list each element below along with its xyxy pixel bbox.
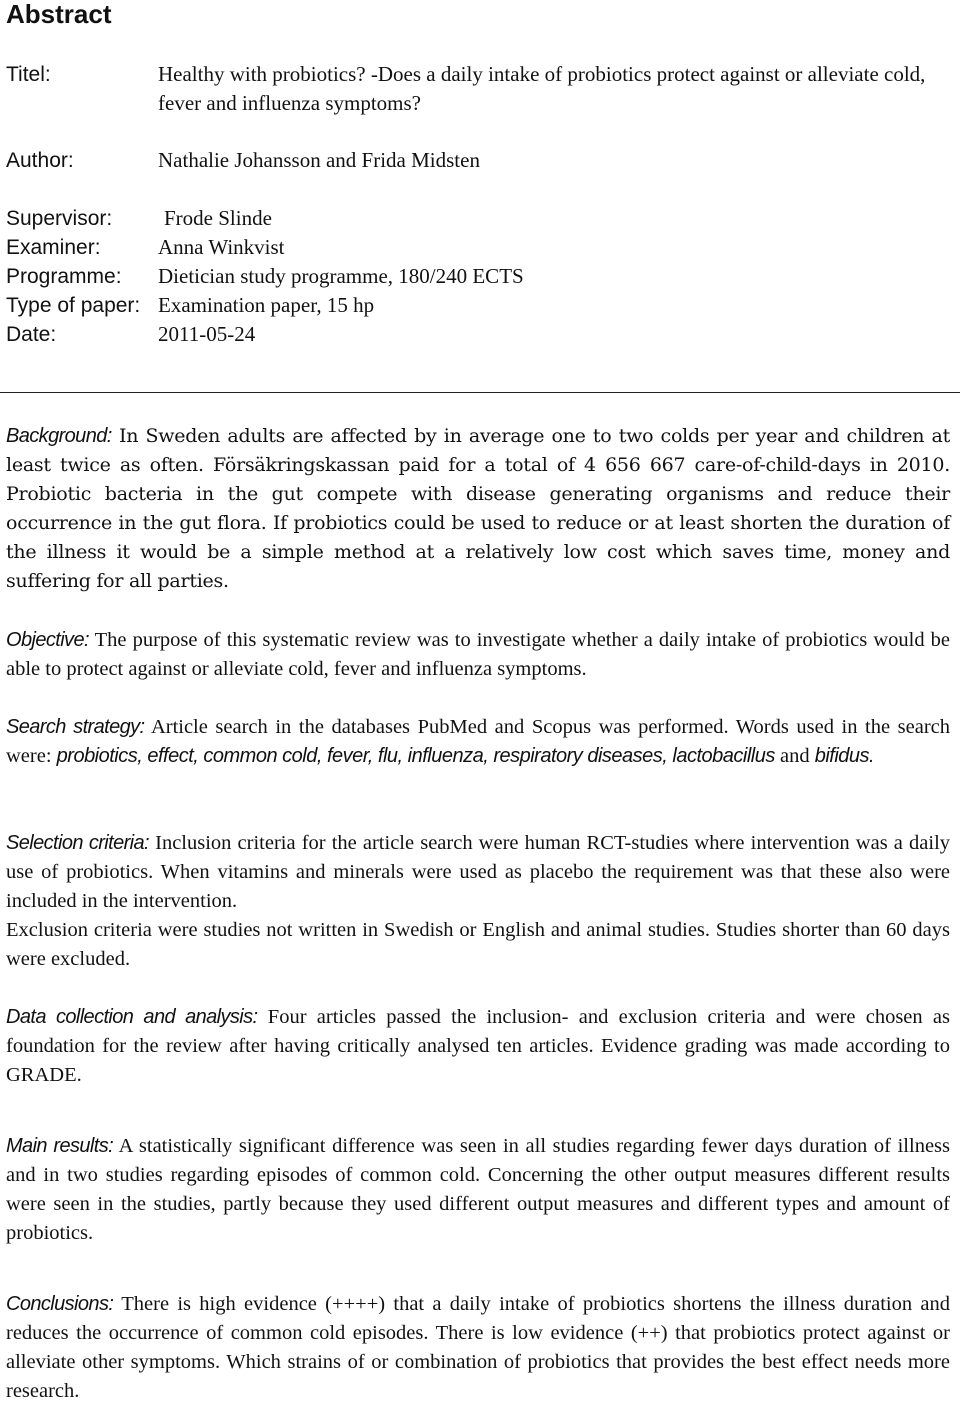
data-collection-text: Four articles passed the inclusion- and exclusion criteria and were chosen as foundation for the review after having critically analysed ten articles. Evidence grading was made according to GRADE. (6, 1006, 950, 1086)
background-text: In Sweden adults are affected by in average one to two colds per year and children at least twice as often. Försäkringskassan paid for a total of 4 656 667 care-of-child-days in 2010. Probiotic bacteria in the gut compete with disease generating organisms and reduce their occurrence in the gut flora. If probiotics could be used to reduce or at least shorten the duration of the illness it would be a simple method at a relatively low cost which saves time, money and suffering for all parties. (6, 425, 950, 592)
search-last-keyword: bifidus. (814, 745, 875, 767)
page-title: Abstract (6, 0, 112, 29)
supervisor-label: Supervisor: (6, 207, 113, 230)
supervisor-value: Frode Slinde (164, 206, 272, 230)
title-label: Titel: (6, 63, 51, 86)
inclusion-criteria-text: Inclusion criteria for the article search were human RCT-studies where intervention was a daily use of probiotics. When vitamins and minerals were used as placebo the requirement was that these also were included in the intervention. (6, 832, 951, 912)
main-results-heading: Main results: (6, 1135, 114, 1157)
main-results-text: A statistically significant difference was seen in all studies regarding fewer days duration of illness and in two studies regarding episodes of common cold. Concerning the other output measures different results were seen in the studies, partly because they used different output measures and different types and amount of probiotics. (6, 1135, 950, 1244)
section-divider (0, 392, 960, 393)
author-label: Author: (6, 149, 74, 172)
selection-criteria-section (6, 829, 950, 974)
objective-heading: Objective: (6, 629, 89, 651)
background-section (6, 422, 950, 596)
search-strategy-text: Article search in the databases PubMed and Scopus was performed. Words used in the search were: (6, 716, 951, 767)
exclusion-criteria-text: Exclusion criteria were studies not written in Swedish or English and animal studies. Studies shorter than 60 days were excluded. (6, 919, 950, 970)
examiner-label: Examiner: (6, 236, 101, 259)
programme-value: Dietician study programme, 180/240 ECTS (158, 264, 524, 288)
examiner-value: Anna Winkvist (158, 235, 285, 259)
search-keywords: probiotics, effect, common cold, fever, flu, influenza, respiratory diseases, lactobacillus (56, 745, 775, 767)
paper-type-label: Type of paper: (6, 294, 141, 317)
main-results-section (6, 1132, 950, 1248)
inclusion-criteria (6, 829, 950, 916)
data-collection-section (6, 1003, 950, 1090)
search-connector: and (779, 745, 810, 767)
author-value: Nathalie Johansson and Frida Midsten (158, 148, 480, 172)
date-value: 2011-05-24 (158, 322, 256, 346)
search-strategy-section (6, 713, 950, 771)
date-label: Date: (6, 323, 57, 346)
conclusions-heading: Conclusions: (6, 1293, 114, 1315)
data-collection-heading: Data collection and analysis: (6, 1006, 258, 1028)
conclusions-section (6, 1290, 950, 1406)
conclusions-text: There is high evidence (++++) that a daily intake of probiotics shortens the illness duration and reduces the occurrence of common cold episodes. There is low evidence (++) that probiotics protect against or alleviate other symptoms. Which strains of or combination of probiotics that provides the best effect needs more research. (6, 1293, 950, 1402)
search-strategy-heading: Search strategy: (6, 716, 145, 738)
background-heading: Background: (6, 425, 112, 447)
title-value: Healthy with probiotics? -Does a daily intake of probiotics protect against or alleviate cold, fever and influenza symptoms? (158, 62, 926, 115)
objective-text: The purpose of this systematic review was to investigate whether a daily intake of probiotics would be able to protect against or alleviate cold, fever and influenza symptoms. (6, 629, 950, 680)
objective-section (6, 626, 950, 684)
programme-label: Programme: (6, 265, 122, 288)
paper-type-value: Examination paper, 15 hp (158, 293, 375, 317)
selection-criteria-heading: Selection criteria: (6, 832, 149, 854)
